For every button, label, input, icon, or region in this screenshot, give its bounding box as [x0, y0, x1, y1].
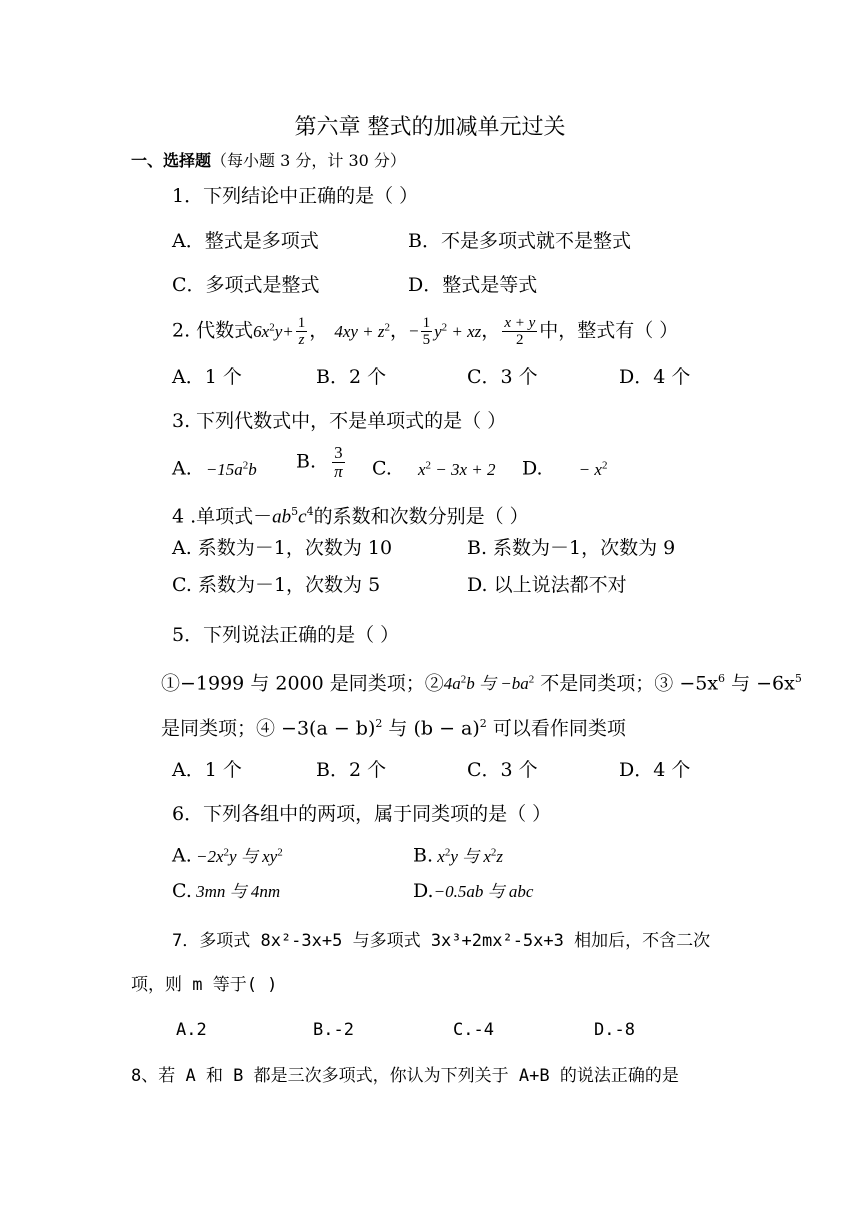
q5-sup-5: 5	[794, 672, 802, 685]
q6-option-d-expr: −0.5ab 与 abc	[433, 882, 534, 901]
q2-sup: 2	[441, 321, 448, 333]
q2-frac1-den: z	[298, 332, 305, 349]
q4-stem-post: 的系数和次数分别是（ ）	[313, 505, 529, 528]
q6-option-b	[413, 839, 503, 870]
question-5-stem: 5．下列说法正确的是（ ）	[172, 624, 400, 646]
q3-option-c	[372, 452, 496, 483]
q2-frac1	[296, 315, 308, 348]
q2-option-a: A．1 个	[172, 366, 242, 388]
q5-line1-a: ①−1999 与 2000 是同类项；②	[161, 672, 444, 695]
q5-sup: 2	[528, 673, 535, 686]
q5-line1-c: b 与 −ba	[466, 674, 529, 694]
q5-option-d: D．4 个	[619, 759, 691, 781]
question-1-stem: 1．下列结论中正确的是（ ）	[172, 185, 419, 207]
q5-line2-b: 与 (b − a)	[382, 717, 480, 740]
q2-option-d: D．4 个	[619, 366, 691, 388]
q2-expr3-tail: + xz	[447, 321, 482, 341]
q3-option-b	[296, 444, 347, 481]
q2-expr3-pre: −	[409, 321, 419, 341]
question-7-line-1: 7．多项式 8x²-3x+5 与多项式 3x³+2mx²-5x+3 相加后，不含二次	[172, 931, 711, 951]
q6-sup: 2	[490, 846, 497, 858]
q1-option-d: D．整式是等式	[408, 274, 538, 296]
q4-stem-pre: 4 .单项式－	[172, 505, 273, 528]
q6-option-b-3: z	[496, 846, 504, 866]
q3-sup: 2	[601, 459, 608, 471]
q5-line1-d: 不是同类项；③ −5x	[534, 672, 719, 695]
q2-expr1-b: y+	[274, 321, 294, 341]
q4-stem-c: c	[298, 506, 307, 528]
q5-line1-e: 与 −6x	[725, 672, 795, 695]
q4-stem-ab: ab	[272, 506, 292, 528]
q6-option-b-label: B.	[413, 844, 434, 867]
q2-option-c: C．3 个	[467, 366, 538, 388]
q3-option-c-label: C.	[372, 457, 392, 480]
q5-option-a: A．1 个	[172, 759, 242, 781]
q1-option-a: A．整式是多项式	[172, 230, 319, 252]
q5-option-b: B．2 个	[316, 759, 387, 781]
q6-option-b-1: x	[433, 846, 445, 866]
q6-option-c-label: C.	[172, 880, 192, 902]
question-7-line-2: 项，则 m 等于( )	[131, 975, 278, 995]
q2-sup: 2	[384, 321, 390, 333]
page-title: 第六章 整式的加减单元过关	[294, 115, 566, 140]
q4-option-c: C. 系数为－1，次数为 5	[172, 574, 381, 596]
q2-prefix: 2. 代数式	[172, 319, 254, 342]
q3-option-a	[172, 452, 257, 483]
q3-sup: 2	[242, 459, 249, 471]
section-label: 一、选择题	[131, 151, 212, 170]
q2-frac3	[421, 315, 433, 348]
q3-option-a-tail: b	[248, 459, 257, 479]
q1-option-b: B．不是多项式就不是整式	[408, 230, 631, 252]
q2-sep-2: ，	[390, 319, 410, 342]
q3-option-c-expr: x	[417, 459, 426, 479]
q7-option-a: A.2	[176, 1020, 207, 1040]
q5-sup-6: 6	[718, 672, 726, 685]
q6-option-a-2: y 与 xy	[229, 846, 278, 866]
question-8-stem: 8、若 A 和 B 都是三次多项式，你认为下列关于 A+B 的说法正确的是	[131, 1066, 679, 1086]
q5-option-c: C．3 个	[467, 759, 538, 781]
q5-statement-line-1	[161, 666, 802, 697]
q5-sup: 2	[479, 717, 487, 730]
q2-frac4-den: 2	[516, 332, 524, 349]
q3-option-d-expr: − x	[578, 459, 602, 479]
q3-sup: 2	[425, 459, 431, 471]
q3-option-a-expr: −15a	[205, 459, 243, 479]
q3-option-c-tail: − 3x + 2	[431, 459, 496, 479]
section-note: （每小题 3 分，计 30 分）	[211, 151, 406, 170]
q4-option-a: A. 系数为－1，次数为 10	[172, 537, 393, 559]
q3-option-d	[522, 452, 607, 483]
q3-option-b-label: B.	[296, 450, 317, 473]
q2-option-b: B．2 个	[316, 366, 387, 388]
q4-option-d: D. 以上说法都不对	[467, 574, 627, 596]
question-3-stem: 3. 下列代数式中，不是单项式的是（ ）	[172, 410, 507, 432]
q6-sup: 2	[277, 846, 283, 858]
q3-option-a-label: A.	[172, 457, 192, 480]
q2-frac3-den: 5	[422, 332, 431, 349]
q6-sup: 2	[223, 846, 230, 858]
q2-sep-3: ，	[481, 319, 501, 342]
q6-option-a	[172, 839, 283, 870]
q6-sup: 2	[444, 846, 451, 858]
question-4-stem	[172, 499, 529, 530]
q2-expr3-post: y	[434, 321, 442, 341]
q5-sup: 2	[460, 673, 467, 686]
q3-option-b-den: π	[334, 462, 343, 481]
q7-option-d: D.-8	[594, 1020, 635, 1040]
q4-sup-5: 5	[291, 505, 299, 518]
q4-sup-4: 4	[306, 505, 314, 518]
q2-expr2: 4xy + z	[334, 321, 385, 341]
q5-line1-b: 4a	[443, 674, 461, 694]
q6-option-d-label: D.	[413, 880, 434, 902]
q6-option-c	[172, 878, 280, 905]
q5-line2-c: 可以看作同类项	[486, 717, 626, 740]
q6-option-a-label: A.	[172, 844, 192, 867]
q2-sep-1: ，	[309, 319, 329, 342]
q3-option-b-frac	[332, 444, 345, 481]
q6-option-c-expr: 3mn 与 4nm	[191, 882, 281, 901]
q1-option-c: C．多项式是整式	[172, 274, 320, 296]
q2-sup: 2	[269, 321, 275, 333]
q6-option-a-1: −2x	[191, 846, 224, 866]
q2-frac3-num: 1	[422, 315, 431, 332]
question-2-stem	[172, 314, 678, 348]
section-heading	[131, 150, 406, 172]
q4-option-b: B. 系数为－1，次数为 9	[467, 537, 676, 559]
q2-frac1-num: 1	[297, 315, 306, 332]
q2-frac4	[502, 315, 537, 348]
q7-option-b: B.-2	[313, 1020, 354, 1040]
q2-expr1-a: 6x	[253, 321, 270, 341]
q3-option-b-num: 3	[332, 444, 345, 463]
q5-line2-a: 是同类项；④ −3(a − b)	[161, 717, 376, 740]
q7-option-c: C.-4	[453, 1020, 494, 1040]
q2-suffix: 中，整式有（ ）	[539, 319, 679, 342]
q6-option-b-2: y 与 x	[450, 846, 491, 866]
q6-option-d	[413, 878, 533, 905]
q2-frac4-num: x + y	[504, 315, 536, 332]
question-6-stem: 6．下列各组中的两项，属于同类项的是（ ）	[172, 803, 552, 825]
q3-option-d-label: D.	[522, 457, 543, 480]
q5-sup: 2	[375, 717, 383, 730]
q5-statement-line-2	[161, 711, 626, 741]
